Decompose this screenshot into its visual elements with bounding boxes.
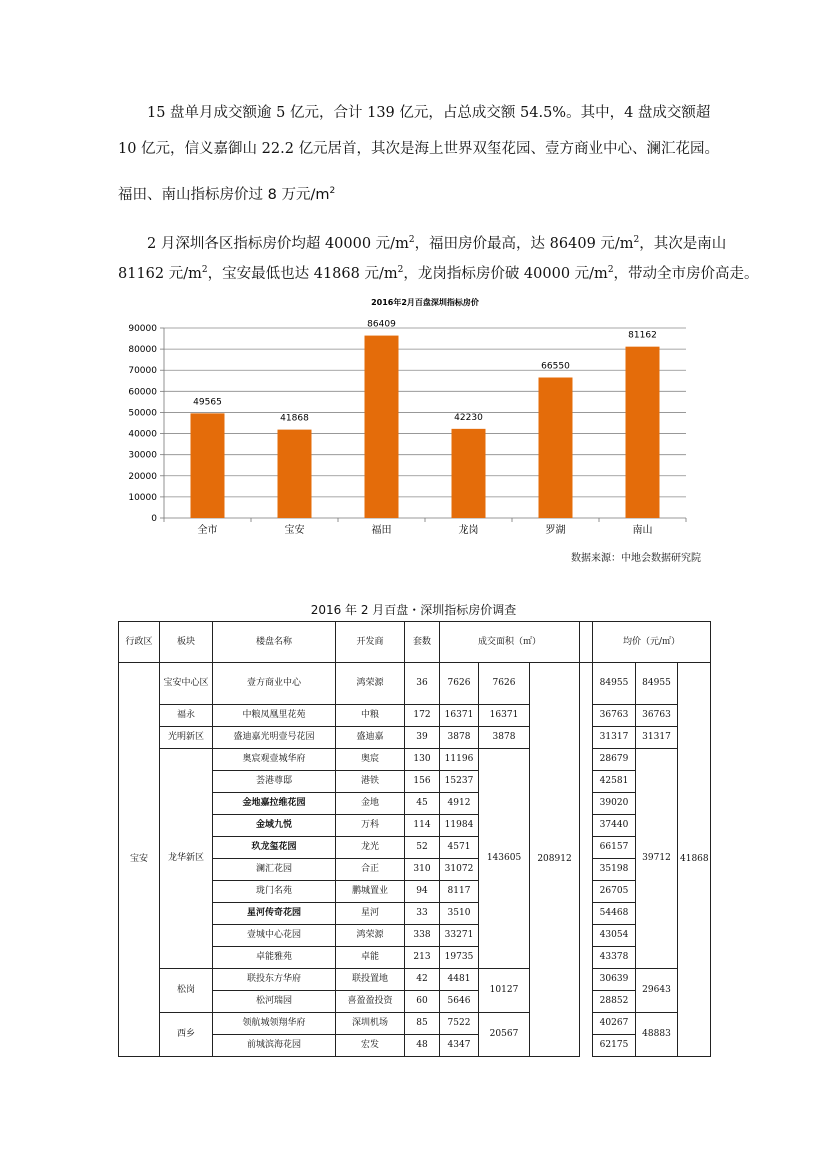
y-tick-label: 20000 (128, 471, 157, 482)
name-cell: 前城滨海花园 (213, 1035, 336, 1057)
data-label: 49565 (193, 397, 222, 408)
y-tick-label: 10000 (128, 492, 157, 503)
y-tick-label: 80000 (128, 345, 157, 356)
area-cell: 7522 (440, 1013, 479, 1035)
name-cell: 金地嘉拉维花园 (213, 793, 336, 815)
y-tick-label: 40000 (128, 429, 157, 440)
developer-cell: 奥宸 (336, 749, 405, 771)
block-area-cell: 7626 (479, 663, 530, 705)
data-label: 42230 (454, 412, 483, 423)
area-cell: 5646 (440, 991, 479, 1013)
developer-cell: 合正 (336, 859, 405, 881)
x-tick-label: 龙岗 (458, 525, 479, 536)
developer-cell: 深圳机场 (336, 1013, 405, 1035)
area-cell: 4347 (440, 1035, 479, 1057)
header-name: 楼盘名称 (213, 622, 336, 663)
block-cell: 宝安中心区 (160, 663, 213, 705)
name-cell: 壹城中心花园 (213, 925, 336, 947)
block-area-cell: 143605 (479, 749, 530, 969)
block-cell: 龙华新区 (160, 749, 213, 969)
area-cell: 33271 (440, 925, 479, 947)
units-cell: 33 (405, 903, 440, 925)
table-row (119, 663, 711, 705)
area-cell: 4481 (440, 969, 479, 991)
data-label: 66550 (541, 361, 570, 372)
area-cell: 4912 (440, 793, 479, 815)
units-cell: 156 (405, 771, 440, 793)
block-price-cell: 29643 (636, 969, 678, 1013)
area-cell: 8117 (440, 881, 479, 903)
price-cell: 62175 (593, 1035, 636, 1057)
price-cell: 28852 (593, 991, 636, 1013)
paragraph-1-line-1: 15 盘单月成交额逾 5 亿元，合计 139 亿元，占总成交额 54.5%。其中，4 盘成交额超 (147, 105, 711, 121)
price-cell: 43054 (593, 925, 636, 947)
developer-cell: 鸿荣源 (336, 925, 405, 947)
name-cell: 玖龙玺花园 (213, 837, 336, 859)
block-price-cell: 36763 (636, 705, 678, 727)
units-cell: 42 (405, 969, 440, 991)
district-price-cell: 41868 (678, 663, 711, 1057)
x-tick-label: 南山 (632, 525, 653, 536)
name-cell: 荟港尊邸 (213, 771, 336, 793)
area-cell: 11196 (440, 749, 479, 771)
bar (191, 413, 225, 518)
table-row (119, 969, 711, 991)
name-cell: 澜汇花园 (213, 859, 336, 881)
area-cell: 19735 (440, 947, 479, 969)
district-area-cell: 208912 (530, 663, 580, 1057)
units-cell: 310 (405, 859, 440, 881)
developer-cell: 鹏城置业 (336, 881, 405, 903)
spacer-cell (580, 663, 593, 1057)
developer-cell: 金地 (336, 793, 405, 815)
header-district: 行政区 (119, 622, 160, 663)
table-row (119, 705, 711, 727)
units-cell: 85 (405, 1013, 440, 1035)
block-price-cell: 39712 (636, 749, 678, 969)
block-cell: 松岗 (160, 969, 213, 1013)
units-cell: 172 (405, 705, 440, 727)
y-tick-label: 60000 (128, 387, 157, 398)
bar (539, 378, 573, 518)
x-tick-label: 宝安 (284, 525, 305, 536)
y-tick-label: 30000 (128, 450, 157, 461)
table-row (119, 1013, 711, 1035)
table-row (119, 727, 711, 749)
bar-chart (118, 290, 710, 540)
name-cell: 联投东方华府 (213, 969, 336, 991)
units-cell: 114 (405, 815, 440, 837)
price-cell: 39020 (593, 793, 636, 815)
price-cell: 54468 (593, 903, 636, 925)
units-cell: 130 (405, 749, 440, 771)
units-cell: 213 (405, 947, 440, 969)
area-cell: 3878 (440, 727, 479, 749)
units-cell: 36 (405, 663, 440, 705)
developer-cell: 宏发 (336, 1035, 405, 1057)
name-cell: 珑门名苑 (213, 881, 336, 903)
units-cell: 39 (405, 727, 440, 749)
area-cell: 4571 (440, 837, 479, 859)
block-price-cell: 31317 (636, 727, 678, 749)
area-cell: 15237 (440, 771, 479, 793)
price-cell: 84955 (593, 663, 636, 705)
x-tick-label: 全市 (197, 525, 218, 536)
name-cell: 金域九悦 (213, 815, 336, 837)
area-cell: 31072 (440, 859, 479, 881)
units-cell: 60 (405, 991, 440, 1013)
header-spacer (580, 622, 593, 663)
block-cell: 西乡 (160, 1013, 213, 1057)
block-area-cell: 16371 (479, 705, 530, 727)
block-area-cell: 10127 (479, 969, 530, 1013)
name-cell: 卓能雅苑 (213, 947, 336, 969)
header-developer: 开发商 (336, 622, 405, 663)
x-tick-label: 罗湖 (545, 525, 566, 536)
area-cell: 11984 (440, 815, 479, 837)
price-cell: 30639 (593, 969, 636, 991)
y-tick-label: 50000 (128, 408, 157, 419)
section-heading: 福田、南山指标房价过 8 万元$/m^2$ (118, 186, 336, 203)
bar (452, 429, 486, 518)
data-label: 81162 (628, 330, 657, 341)
name-cell: 松河瑞园 (213, 991, 336, 1013)
header-area: 成交面积（㎡） (440, 622, 580, 663)
y-tick-label: 90000 (128, 324, 157, 334)
developer-cell: 龙光 (336, 837, 405, 859)
price-cell: 31317 (593, 727, 636, 749)
price-cell: 42581 (593, 771, 636, 793)
developer-cell: 卓能 (336, 947, 405, 969)
district-cell: 宝安 (119, 663, 160, 1057)
developer-cell: 星河 (336, 903, 405, 925)
price-survey-table (118, 621, 711, 1057)
block-cell: 光明新区 (160, 727, 213, 749)
header-units: 套数 (405, 622, 440, 663)
developer-cell: 联投置地 (336, 969, 405, 991)
area-cell: 3510 (440, 903, 479, 925)
area-cell: 16371 (440, 705, 479, 727)
price-cell: 36763 (593, 705, 636, 727)
block-price-cell: 48883 (636, 1013, 678, 1057)
price-cell: 35198 (593, 859, 636, 881)
name-cell: 领航城领翔华府 (213, 1013, 336, 1035)
name-cell: 中粮凤凰里花苑 (213, 705, 336, 727)
developer-cell: 中粮 (336, 705, 405, 727)
developer-cell: 盛迪嘉 (336, 727, 405, 749)
block-area-cell: 20567 (479, 1013, 530, 1057)
price-cell: 28679 (593, 749, 636, 771)
developer-cell: 港铁 (336, 771, 405, 793)
price-cell: 40267 (593, 1013, 636, 1035)
units-cell: 94 (405, 881, 440, 903)
units-cell: 45 (405, 793, 440, 815)
name-cell: 奥宸观壹城华府 (213, 749, 336, 771)
bar (626, 347, 660, 518)
bar (365, 336, 399, 518)
block-cell: 福永 (160, 705, 213, 727)
developer-cell: 万科 (336, 815, 405, 837)
price-cell: 66157 (593, 837, 636, 859)
data-label: 86409 (367, 319, 396, 330)
table-row (119, 749, 711, 771)
price-cell: 37440 (593, 815, 636, 837)
units-cell: 52 (405, 837, 440, 859)
paragraph-1-line-2: 10 亿元，信义嘉御山 22.2 亿元居首，其次是海上世界双玺花园、壹方商业中心、澜汇花园。 (118, 141, 720, 157)
table-header-row (119, 622, 711, 663)
price-cell: 43378 (593, 947, 636, 969)
data-label: 41868 (280, 413, 309, 424)
area-cell: 7626 (440, 663, 479, 705)
developer-cell: 鸿荣源 (336, 663, 405, 705)
x-tick-label: 福田 (371, 525, 392, 536)
y-tick-label: 0 (151, 514, 157, 524)
bar (278, 430, 312, 518)
name-cell: 壹方商业中心 (213, 663, 336, 705)
chart-source: 数据来源：中地会数据研究院 (571, 553, 701, 564)
paragraph-2-line-2: 81162 元$/m^2$，宝安最低也达 41868 元$/m^2$，龙岗指标房价破 40000 元$/m^2$，带动全市房价高走。 (118, 265, 759, 282)
name-cell: 盛迪嘉光明壹号花园 (213, 727, 336, 749)
units-cell: 48 (405, 1035, 440, 1057)
developer-cell: 喜盈盈投资 (336, 991, 405, 1013)
price-cell: 26705 (593, 881, 636, 903)
block-price-cell: 84955 (636, 663, 678, 705)
chart-title: 2016年2月百盘深圳指标房价 (371, 298, 479, 307)
y-tick-label: 70000 (128, 366, 157, 377)
paragraph-2-line-1: 2 月深圳各区指标房价均超 40000 元$/m^2$，福田房价最高，达 86409 元$/m^2$，其次是南山 (118, 235, 727, 252)
header-price: 均价（元/㎡） (593, 622, 711, 663)
name-cell: 星河传奇花园 (213, 903, 336, 925)
header-block: 板块 (160, 622, 213, 663)
block-area-cell: 3878 (479, 727, 530, 749)
units-cell: 338 (405, 925, 440, 947)
table-title: 2016 年 2 月百盘・深圳指标房价调查 (310, 603, 517, 617)
